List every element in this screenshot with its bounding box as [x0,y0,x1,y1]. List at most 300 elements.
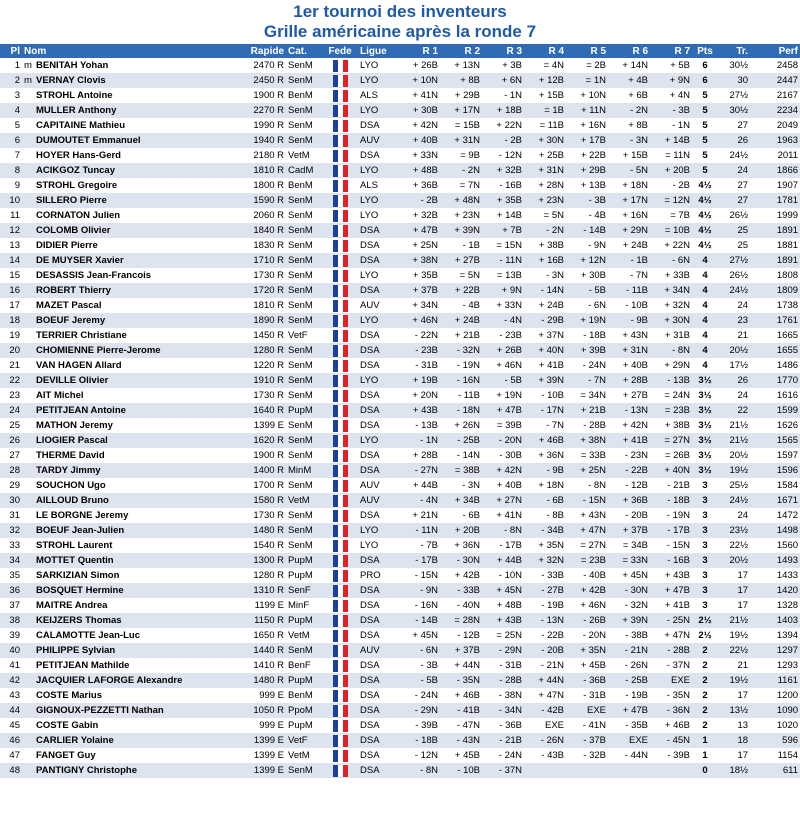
france-flag-icon [333,225,348,237]
league-cell: AUV [358,478,398,493]
player-name-cell: STROHL Laurent [34,538,234,553]
tiebreak-cell: 17 [718,568,750,583]
round-result-cell: + 47B [482,403,524,418]
category-cell: VetM [286,628,322,643]
round-result-cell: + 46B [650,718,692,733]
title-marker-cell [22,538,34,553]
round-result-cell: + 43N [608,328,650,343]
category-cell: MinM [286,463,322,478]
round-result-cell: - 8N [482,523,524,538]
league-cell: LYO [358,523,398,538]
title-marker-cell [22,493,34,508]
round-result-cell: + 26B [482,343,524,358]
round-result-cell: = 9B [440,148,482,163]
federation-cell [322,283,358,298]
federation-cell [322,238,358,253]
rating-cell: 1720 R [234,283,286,298]
round-result-cell: + 47B [398,223,440,238]
round-result-cell: - 22B [608,463,650,478]
title-marker-cell [22,688,34,703]
title-marker-cell [22,748,34,763]
round-result-cell: - 3N [524,268,566,283]
performance-cell: 596 [750,733,800,748]
round-result-cell: - 19B [524,598,566,613]
category-cell: BenM [286,178,322,193]
france-flag-icon [333,210,348,222]
round-result-cell: - 8N [398,763,440,778]
round-result-cell: + 26B [398,58,440,73]
table-row [0,643,800,658]
points-cell: 4 [692,358,718,373]
round-result-cell: - 6B [440,508,482,523]
round-result-cell: + 27B [608,388,650,403]
round-result-cell: - 36B [482,718,524,733]
rating-cell: 1730 R [234,508,286,523]
round-result-cell: = 10B [650,223,692,238]
points-cell: 4 [692,313,718,328]
round-result-cell: + 15B [608,148,650,163]
round-result-cell: - 7N [524,418,566,433]
round-result-cell: + 43N [566,508,608,523]
player-name-cell: KEIJZERS Thomas [34,613,234,628]
points-cell: 3 [692,598,718,613]
round-result-cell: + 21N [398,508,440,523]
tiebreak-cell: 27 [718,193,750,208]
place-cell: 18 [0,313,22,328]
points-cell: 5 [692,163,718,178]
points-cell: 2 [692,718,718,733]
rating-cell: 2270 R [234,103,286,118]
table-row [0,568,800,583]
round-result-cell: + 10N [398,73,440,88]
round-result-cell: = 27N [650,433,692,448]
tiebreak-cell: 25½ [718,478,750,493]
round-result-cell: + 16N [608,208,650,223]
player-name-cell: PANTIGNY Christophe [34,763,234,778]
tiebreak-cell: 21 [718,658,750,673]
league-cell: ALS [358,88,398,103]
round-result-cell: - 44N [608,748,650,763]
table-row [0,328,800,343]
round-result-cell: - 20B [608,508,650,523]
rating-cell: 2060 R [234,208,286,223]
france-flag-icon [333,735,348,747]
round-result-cell: - 3N [608,133,650,148]
round-result-cell: + 24B [524,298,566,313]
performance-cell: 1963 [750,133,800,148]
round-result-cell: + 39N [608,613,650,628]
rating-cell: 1199 E [234,598,286,613]
round-result-cell: - 6N [398,643,440,658]
points-cell: 4½ [692,223,718,238]
france-flag-icon [333,675,348,687]
table-row [0,388,800,403]
round-result-cell: - 1B [608,253,650,268]
category-cell: PupM [286,553,322,568]
round-result-cell: + 28N [524,178,566,193]
round-result-cell: + 27N [482,493,524,508]
round-result-cell: + 32B [398,208,440,223]
performance-cell: 1891 [750,253,800,268]
round-result-cell: = 38B [440,463,482,478]
round-result-cell: + 37B [398,283,440,298]
table-row [0,688,800,703]
column-header: Pl [0,44,22,58]
round-result-cell: - 39B [650,748,692,763]
performance-cell: 1599 [750,403,800,418]
round-result-cell: + 7B [482,223,524,238]
place-cell: 21 [0,358,22,373]
player-name-cell: PETITJEAN Antoine [34,403,234,418]
tiebreak-cell: 30½ [718,103,750,118]
player-name-cell: BOSQUET Hermine [34,583,234,598]
round-result-cell: + 13B [566,178,608,193]
round-result-cell: + 18N [524,478,566,493]
column-header: R 7 [650,44,692,58]
round-result-cell: + 31N [524,163,566,178]
round-result-cell: - 6N [566,298,608,313]
round-result-cell: - 20N [482,433,524,448]
points-cell: 2 [692,643,718,658]
performance-cell: 2049 [750,118,800,133]
round-result-cell: - 3N [440,478,482,493]
round-result-cell: + 25B [524,148,566,163]
round-result-cell: + 31N [608,343,650,358]
table-row [0,448,800,463]
performance-cell: 1665 [750,328,800,343]
category-cell: SenM [286,268,322,283]
league-cell: DSA [358,418,398,433]
league-cell: DSA [358,748,398,763]
round-result-cell: = 5N [440,268,482,283]
player-name-cell: CHOMIENNE Pierre-Jerome [34,343,234,358]
france-flag-icon [333,270,348,282]
rating-cell: 1650 R [234,628,286,643]
federation-cell [322,508,358,523]
column-header: Pts [692,44,718,58]
rating-cell: 1280 R [234,343,286,358]
tiebreak-cell: 17½ [718,358,750,373]
player-name-cell: COSTE Marius [34,688,234,703]
round-result-cell: + 36B [398,178,440,193]
round-result-cell: + 45B [440,748,482,763]
category-cell: PupM [286,613,322,628]
points-cell: 3½ [692,418,718,433]
tiebreak-cell: 17 [718,583,750,598]
round-result-cell: - 45N [650,733,692,748]
round-result-cell: = 34B [608,538,650,553]
round-result-cell: - 37B [566,733,608,748]
league-cell: ALS [358,178,398,193]
round-result-cell: + 33N [482,298,524,313]
points-cell: 3½ [692,448,718,463]
points-cell: 6 [692,73,718,88]
round-result-cell: + 32N [524,553,566,568]
performance-cell: 1999 [750,208,800,223]
performance-cell: 1200 [750,688,800,703]
place-cell: 4 [0,103,22,118]
title-marker-cell [22,463,34,478]
column-header: Cat. [286,44,322,58]
place-cell: 30 [0,493,22,508]
title-marker-cell [22,418,34,433]
league-cell: DSA [358,118,398,133]
round-result-cell: + 8B [608,118,650,133]
title-marker-cell [22,373,34,388]
category-cell: SenM [286,208,322,223]
federation-cell [322,328,358,343]
round-result-cell: - 28B [482,673,524,688]
round-result-cell: + 43B [650,568,692,583]
table-row [0,523,800,538]
points-cell: 3 [692,553,718,568]
round-result-cell: + 39N [440,223,482,238]
round-result-cell: - 27B [524,583,566,598]
player-name-cell: STROHL Antoine [34,88,234,103]
rating-cell: 1399 E [234,733,286,748]
round-result-cell: + 31N [440,133,482,148]
round-result-cell: = 1B [524,103,566,118]
player-name-cell: CALAMOTTE Jean-Luc [34,628,234,643]
player-name-cell: TARDY Jimmy [34,463,234,478]
round-result-cell: = 23B [650,403,692,418]
tiebreak-cell: 22½ [718,538,750,553]
round-result-cell: + 44B [398,478,440,493]
tiebreak-cell: 24½ [718,283,750,298]
category-cell: SenM [286,313,322,328]
rating-cell: 1220 R [234,358,286,373]
round-result-cell: - 32N [608,598,650,613]
place-cell: 13 [0,238,22,253]
title-marker-cell [22,718,34,733]
tiebreak-cell: 27½ [718,253,750,268]
category-cell: SenM [286,253,322,268]
category-cell: VetM [286,493,322,508]
tiebreak-cell: 24½ [718,148,750,163]
title-marker-cell [22,343,34,358]
column-header: Ligue [358,44,398,58]
federation-cell [322,193,358,208]
table-row [0,763,800,778]
league-cell: DSA [358,238,398,253]
title-marker-cell: m [22,58,34,73]
federation-cell [322,178,358,193]
france-flag-icon [333,525,348,537]
category-cell: SenM [286,523,322,538]
league-cell: DSA [358,628,398,643]
rating-cell: 2180 R [234,148,286,163]
round-result-cell: + 22N [650,238,692,253]
round-result-cell: - 29N [398,703,440,718]
points-cell: 3 [692,583,718,598]
category-cell: SenM [286,118,322,133]
league-cell: DSA [358,388,398,403]
round-result-cell: - 34B [524,523,566,538]
place-cell: 42 [0,673,22,688]
round-result-cell: - 35N [650,688,692,703]
player-name-cell: VAN HAGEN Allard [34,358,234,373]
table-row [0,403,800,418]
round-result-cell: + 35B [398,268,440,283]
rating-cell: 1910 R [234,373,286,388]
player-name-cell: LIOGIER Pascal [34,433,234,448]
points-cell: 3 [692,478,718,493]
category-cell: VetF [286,328,322,343]
table-row [0,433,800,448]
round-result-cell: - 32N [440,343,482,358]
round-result-cell: - 16N [440,373,482,388]
table-header-row [0,44,800,58]
tiebreak-cell: 13½ [718,703,750,718]
tiebreak-cell: 27 [718,178,750,193]
federation-cell [322,568,358,583]
category-cell: SenM [286,223,322,238]
table-row [0,223,800,238]
round-result-cell: - 5B [566,283,608,298]
round-result-cell: - 23N [608,448,650,463]
round-result-cell: + 36N [524,448,566,463]
france-flag-icon [333,195,348,207]
round-result-cell: - 18B [398,733,440,748]
rating-cell: 1400 R [234,463,286,478]
round-result-cell: - 3B [398,658,440,673]
rating-cell: 999 E [234,718,286,733]
title-marker-cell [22,238,34,253]
round-result-cell: - 19N [440,358,482,373]
round-result-cell: + 48B [398,163,440,178]
round-result-cell: + 42N [482,463,524,478]
category-cell: SenM [286,238,322,253]
performance-cell: 1616 [750,388,800,403]
points-cell: 4½ [692,193,718,208]
table-row [0,313,800,328]
round-result-cell: + 41B [608,433,650,448]
round-result-cell: - 9N [566,238,608,253]
performance-cell: 1761 [750,313,800,328]
tiebreak-cell: 18½ [718,763,750,778]
round-result-cell: + 38N [398,253,440,268]
player-name-cell: ROBERT Thierry [34,283,234,298]
round-result-cell: - 37N [650,658,692,673]
round-result-cell: - 12N [482,148,524,163]
performance-cell: 1584 [750,478,800,493]
round-result-cell: + 44N [440,658,482,673]
player-name-cell: AIT Michel [34,388,234,403]
round-result-cell: - 10B [608,298,650,313]
place-cell: 5 [0,118,22,133]
round-result-cell: - 14B [566,223,608,238]
round-result-cell: = 7N [440,178,482,193]
tournament-title: 1er tournoi des inventeurs [293,2,507,21]
france-flag-icon [333,630,348,642]
place-cell: 38 [0,613,22,628]
category-cell: SenM [286,478,322,493]
player-name-cell: STROHL Gregoire [34,178,234,193]
place-cell: 29 [0,478,22,493]
title-marker-cell [22,118,34,133]
round-result-cell: - 21N [608,643,650,658]
performance-cell: 1293 [750,658,800,673]
performance-cell: 1090 [750,703,800,718]
title-marker-cell [22,193,34,208]
round-result-cell: + 43B [398,403,440,418]
france-flag-icon [333,540,348,552]
title-marker-cell [22,133,34,148]
table-row [0,373,800,388]
performance-cell: 1472 [750,508,800,523]
round-result-cell: = 11B [524,118,566,133]
round-result-cell: + 18N [608,178,650,193]
performance-cell: 1809 [750,283,800,298]
player-name-cell: JACQUIER LAFORGE Alexandre [34,673,234,688]
title-marker-cell [22,733,34,748]
player-name-cell: MATHON Jeremy [34,418,234,433]
league-cell: AUV [358,298,398,313]
federation-cell [322,343,358,358]
league-cell: DSA [358,733,398,748]
table-row [0,718,800,733]
points-cell: 4 [692,253,718,268]
points-cell: 4½ [692,178,718,193]
france-flag-icon [333,615,348,627]
france-flag-icon [333,105,348,117]
round-result-cell: - 24N [566,358,608,373]
table-row [0,463,800,478]
title-marker-cell [22,88,34,103]
round-result-cell: - 4B [566,208,608,223]
place-cell: 35 [0,568,22,583]
round-result-cell: + 40N [524,343,566,358]
place-cell: 32 [0,523,22,538]
column-header: R 3 [482,44,524,58]
round-result-cell: + 41B [650,598,692,613]
table-row [0,508,800,523]
round-result-cell: + 40B [482,478,524,493]
performance-cell: 1596 [750,463,800,478]
performance-cell: 611 [750,763,800,778]
title-marker-cell [22,703,34,718]
tiebreak-cell: 26½ [718,208,750,223]
round-result-cell: - 25B [440,433,482,448]
table-row [0,418,800,433]
round-result-cell: - 47N [440,718,482,733]
points-cell: 3½ [692,463,718,478]
performance-cell: 2458 [750,58,800,73]
table-row [0,538,800,553]
tiebreak-cell: 24 [718,508,750,523]
round-result-cell: + 46N [566,598,608,613]
rating-cell: 1640 R [234,403,286,418]
league-cell: LYO [358,163,398,178]
france-flag-icon [333,60,348,72]
rating-cell: 1800 R [234,178,286,193]
round-result-cell: - 43N [440,733,482,748]
round-result-cell: + 47N [566,523,608,538]
rating-cell: 1580 R [234,493,286,508]
round-result-cell: - 40B [566,568,608,583]
league-cell: DSA [358,703,398,718]
round-result-cell: + 35N [566,643,608,658]
round-result-cell: - 36N [650,703,692,718]
rating-cell: 1890 R [234,313,286,328]
player-name-cell: SILLERO Pierre [34,193,234,208]
round-result-cell: - 21N [524,658,566,673]
place-cell: 25 [0,418,22,433]
title-marker-cell [22,208,34,223]
federation-cell [322,553,358,568]
round-result-cell: - 31B [398,358,440,373]
table-row [0,658,800,673]
